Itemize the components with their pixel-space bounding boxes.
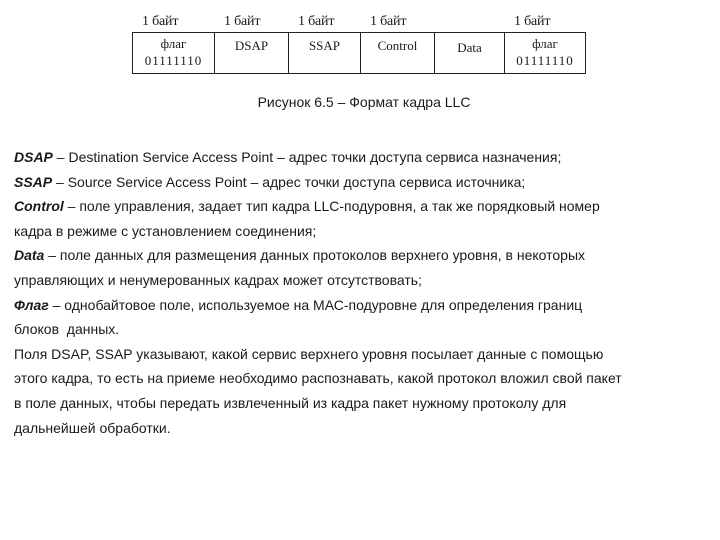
definition-data-cont: управляющих и ненумерованных кадрах может отсутствовать; (14, 271, 422, 288)
size-label-flag-start: 1 байт (142, 14, 179, 29)
definition-flag-text: – однобайтовое поле, используемое на МАС-подуровне для определения границ (48, 296, 583, 313)
term-dsap: DSAP (14, 149, 53, 165)
paragraph-line-3: в поле данных, чтобы передать извлеченный из кадра пакет нужному протоколу для (14, 394, 567, 411)
definition-data-text: – поле данных для размещения данных протоколов верхнего уровня, в некоторых (44, 247, 586, 264)
definition-ssap-text: – Source Service Access Point – адрес точки доступа сервиса источника; (52, 173, 526, 190)
flag-end-bits: 01111110 (516, 53, 574, 68)
field-size-row (0, 14, 720, 34)
term-flag: Флаг (14, 296, 49, 313)
flag-end-name: флаг (532, 36, 558, 51)
definitions-text (14, 145, 720, 440)
definition-ssap (14, 170, 720, 195)
size-label-ssap: 1 байт (298, 14, 335, 29)
paragraph-line-4: дальнейшей обработки. (14, 419, 171, 436)
term-ssap: SSAP (14, 173, 53, 190)
definition-dsap-text: – Destination Service Access Point – адрес точки доступа сервиса назначения; (52, 149, 562, 165)
frame-field-control (361, 33, 435, 73)
term-data: Data (14, 247, 45, 264)
figure-caption: Рисунок 6.5 – Формат кадра LLC (257, 94, 471, 110)
paragraph-line-2: этого кадра, то есть на приеме необходимо распознавать, какой протокол вложил свой пакет (14, 370, 622, 387)
data-label: Data (457, 40, 482, 55)
size-label-dsap: 1 байт (224, 14, 261, 29)
term-control: Control (14, 198, 64, 215)
definition-control-cont: кадра в режиме с установлением соединения; (14, 222, 317, 239)
definition-flag-cont: блоков данных. (14, 321, 120, 338)
frame-field-flag-start (133, 33, 215, 73)
definition-flag (14, 293, 720, 318)
size-label-control: 1 байт (370, 14, 407, 29)
definition-data (14, 243, 720, 268)
frame-field-flag-end (505, 33, 585, 73)
size-label-flag-end: 1 байт (514, 14, 551, 29)
frame-field-data (435, 33, 505, 73)
flag-start-bits: 01111110 (144, 53, 203, 68)
paragraph-line-1: Поля DSAP, SSAP указывают, какой сервис верхнего уровня посылает данные с помощью (14, 345, 604, 362)
dsap-label: DSAP (234, 38, 269, 53)
control-label: Control (377, 38, 418, 53)
definition-dsap (14, 145, 720, 170)
flag-start-name: флаг (160, 36, 187, 51)
llc-frame-diagram (132, 32, 586, 74)
frame-field-ssap (289, 33, 361, 73)
definition-control (14, 194, 720, 219)
ssap-label: SSAP (308, 38, 341, 53)
definition-control-text: – поле управления, задает тип кадра LLC-подуровня, а так же порядковый номер (63, 198, 600, 215)
frame-field-dsap (215, 33, 289, 73)
